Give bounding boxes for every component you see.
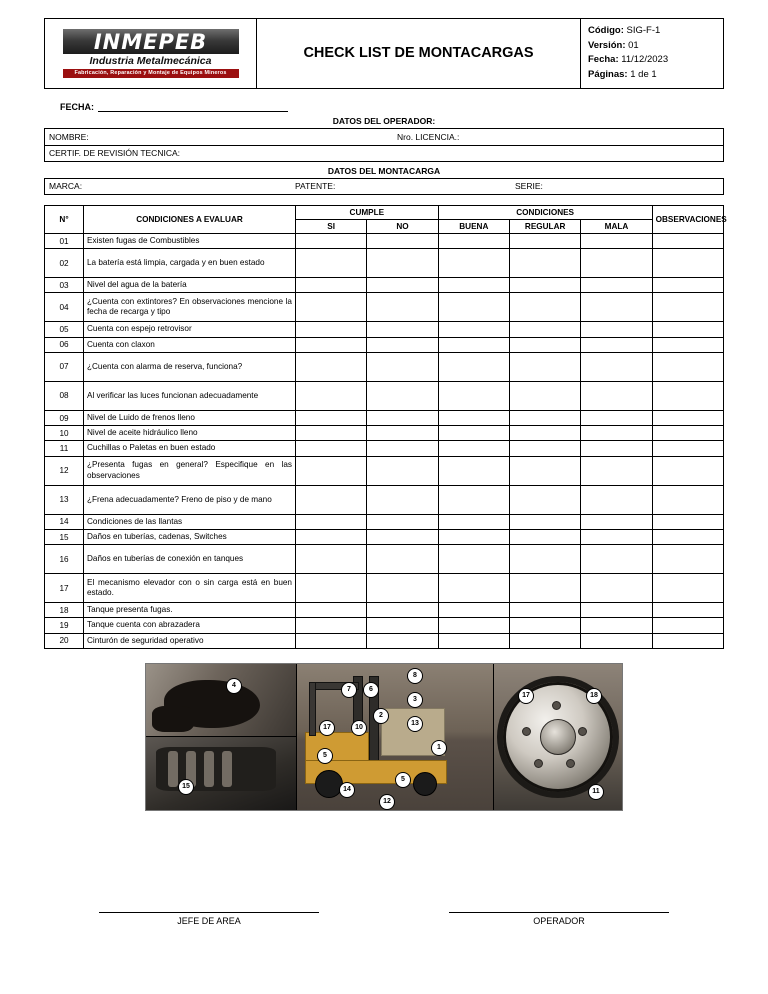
wheel-bolt bbox=[578, 727, 587, 736]
cell-no[interactable] bbox=[367, 410, 438, 425]
table-row bbox=[45, 618, 724, 633]
checklist-body bbox=[45, 233, 724, 648]
cell-no[interactable] bbox=[367, 618, 438, 633]
photo-callout: 12 bbox=[379, 794, 395, 810]
cell-buena[interactable] bbox=[438, 485, 509, 514]
row-condition: Daños en tuberías, cadenas, Switches bbox=[84, 529, 296, 544]
table-row bbox=[45, 633, 724, 648]
wheel-bolt bbox=[522, 727, 531, 736]
cell-si[interactable] bbox=[296, 633, 367, 648]
header-condiciones-group: CONDICIONES bbox=[438, 205, 652, 219]
cell-mala[interactable] bbox=[581, 618, 652, 633]
photo-callout: 17 bbox=[518, 688, 534, 704]
row-number: 20 bbox=[45, 633, 84, 648]
row-number: 18 bbox=[45, 603, 84, 618]
cell-si[interactable] bbox=[296, 410, 367, 425]
cell-obs[interactable] bbox=[652, 441, 723, 456]
meta-version-value: 01 bbox=[628, 39, 639, 51]
wheel-hub bbox=[540, 719, 576, 755]
row-number: 08 bbox=[45, 381, 84, 410]
fecha-input-rule[interactable] bbox=[98, 102, 288, 112]
cell-obs[interactable] bbox=[652, 278, 723, 293]
header-num: N° bbox=[45, 205, 84, 233]
cell-obs[interactable] bbox=[652, 485, 723, 514]
cell-mala[interactable] bbox=[581, 337, 652, 352]
cell-mala[interactable] bbox=[581, 322, 652, 337]
cell-no[interactable] bbox=[367, 574, 438, 603]
nombre-row[interactable] bbox=[44, 128, 724, 145]
cell-regular[interactable] bbox=[509, 456, 580, 485]
certif-row[interactable] bbox=[44, 145, 724, 162]
cell-regular[interactable] bbox=[509, 352, 580, 381]
wheel-bolt bbox=[534, 759, 543, 768]
table-row bbox=[45, 293, 724, 322]
cell-obs[interactable] bbox=[652, 337, 723, 352]
cell-no[interactable] bbox=[367, 322, 438, 337]
cell-si[interactable] bbox=[296, 426, 367, 441]
row-condition: Cuchillas o Paletas en buen estado bbox=[84, 441, 296, 456]
row-number: 09 bbox=[45, 410, 84, 425]
cell-regular[interactable] bbox=[509, 381, 580, 410]
cell-no[interactable] bbox=[367, 352, 438, 381]
cell-obs[interactable] bbox=[652, 233, 723, 248]
cell-no[interactable] bbox=[367, 485, 438, 514]
logo-tagline: Fabricación, Reparación y Montaje de Equipos Mineros bbox=[63, 69, 239, 78]
cell-mala[interactable] bbox=[581, 441, 652, 456]
header-regular: REGULAR bbox=[509, 219, 580, 233]
photo-panel-engine bbox=[146, 664, 296, 810]
table-row bbox=[45, 574, 724, 603]
signature-line bbox=[449, 912, 669, 913]
cell-obs[interactable] bbox=[652, 322, 723, 337]
cell-buena[interactable] bbox=[438, 233, 509, 248]
cell-si[interactable] bbox=[296, 618, 367, 633]
cell-regular[interactable] bbox=[509, 337, 580, 352]
logo-wordmark: INMEPEB bbox=[93, 30, 208, 55]
cell-mala[interactable] bbox=[581, 633, 652, 648]
table-row bbox=[45, 426, 724, 441]
table-row bbox=[45, 233, 724, 248]
cell-buena[interactable] bbox=[438, 410, 509, 425]
cell-mala[interactable] bbox=[581, 485, 652, 514]
meta-paginas bbox=[588, 68, 723, 83]
cell-buena[interactable] bbox=[438, 574, 509, 603]
row-number: 17 bbox=[45, 574, 84, 603]
row-number: 07 bbox=[45, 352, 84, 381]
checklist-table bbox=[44, 205, 727, 649]
wheel-bolt bbox=[552, 701, 561, 710]
cell-mala[interactable] bbox=[581, 574, 652, 603]
page-title: CHECK LIST DE MONTACARGAS bbox=[257, 19, 581, 88]
cell-mala[interactable] bbox=[581, 352, 652, 381]
cell-si[interactable] bbox=[296, 278, 367, 293]
reference-photos bbox=[145, 663, 623, 811]
cell-si[interactable] bbox=[296, 485, 367, 514]
row-number: 19 bbox=[45, 618, 84, 633]
cell-obs[interactable] bbox=[652, 249, 723, 278]
signature-jefe-label: JEFE DE AREA bbox=[177, 916, 241, 926]
header-mala: MALA bbox=[581, 219, 652, 233]
photo-callout: 11 bbox=[588, 784, 604, 800]
row-condition: Cuenta con claxon bbox=[84, 337, 296, 352]
cell-regular[interactable] bbox=[509, 603, 580, 618]
row-number: 16 bbox=[45, 545, 84, 574]
serie-label: SERIE: bbox=[515, 181, 543, 192]
cell-buena[interactable] bbox=[438, 293, 509, 322]
photo-callout: 6 bbox=[363, 682, 379, 698]
cell-regular[interactable] bbox=[509, 545, 580, 574]
row-condition: Tanque presenta fugas. bbox=[84, 603, 296, 618]
cell-regular[interactable] bbox=[509, 410, 580, 425]
cell-buena[interactable] bbox=[438, 322, 509, 337]
row-condition: ¿Frena adecuadamente? Freno de piso y de mano bbox=[84, 485, 296, 514]
row-number: 14 bbox=[45, 514, 84, 529]
cell-buena[interactable] bbox=[438, 381, 509, 410]
photo-callout: 2 bbox=[373, 708, 389, 724]
cell-no[interactable] bbox=[367, 426, 438, 441]
meta-fecha bbox=[588, 53, 723, 68]
cell-no[interactable] bbox=[367, 545, 438, 574]
table-row bbox=[45, 410, 724, 425]
cell-obs[interactable] bbox=[652, 633, 723, 648]
cell-regular[interactable] bbox=[509, 441, 580, 456]
cell-regular[interactable] bbox=[509, 322, 580, 337]
table-row bbox=[45, 337, 724, 352]
forklift-wheel bbox=[413, 772, 437, 796]
cell-no[interactable] bbox=[367, 529, 438, 544]
table-row bbox=[45, 529, 724, 544]
row-number: 02 bbox=[45, 249, 84, 278]
cell-buena[interactable] bbox=[438, 352, 509, 381]
cell-buena[interactable] bbox=[438, 337, 509, 352]
cell-si[interactable] bbox=[296, 249, 367, 278]
row-condition: Daños en tuberías de conexión en tanques bbox=[84, 545, 296, 574]
row-condition: Nivel de Luido de frenos lleno bbox=[84, 410, 296, 425]
cell-no[interactable] bbox=[367, 514, 438, 529]
meta-fecha-label: Fecha: bbox=[588, 54, 619, 66]
photo-shape bbox=[152, 706, 194, 732]
photo-panel-wheel bbox=[494, 664, 622, 810]
table-row bbox=[45, 441, 724, 456]
photo-callout: 10 bbox=[351, 720, 367, 736]
photo-engine-bottom bbox=[146, 736, 296, 810]
cell-obs[interactable] bbox=[652, 381, 723, 410]
patente-label: PATENTE: bbox=[295, 181, 336, 192]
table-row bbox=[45, 603, 724, 618]
montacarga-section-title: DATOS DEL MONTACARGA bbox=[327, 165, 441, 176]
header-condiciones: CONDICIONES A EVALUAR bbox=[84, 205, 296, 233]
cell-obs[interactable] bbox=[652, 514, 723, 529]
photo-shape bbox=[204, 751, 214, 787]
table-row bbox=[45, 249, 724, 278]
header-si: SI bbox=[296, 219, 367, 233]
cell-mala[interactable] bbox=[581, 456, 652, 485]
meta-codigo-value: SIG-F-1 bbox=[626, 25, 661, 36]
logo-band bbox=[63, 29, 239, 54]
row-number: 05 bbox=[45, 322, 84, 337]
cell-si[interactable] bbox=[296, 337, 367, 352]
table-row bbox=[45, 322, 724, 337]
cell-buena[interactable] bbox=[438, 249, 509, 278]
photo-callout: 5 bbox=[395, 772, 411, 788]
photo-callout: 5 bbox=[317, 748, 333, 764]
cell-si[interactable] bbox=[296, 529, 367, 544]
cell-buena[interactable] bbox=[438, 529, 509, 544]
cell-regular[interactable] bbox=[509, 618, 580, 633]
photo-callout: 14 bbox=[339, 782, 355, 798]
cell-no[interactable] bbox=[367, 381, 438, 410]
meta-codigo bbox=[588, 24, 723, 39]
row-condition: Nivel del agua de la batería bbox=[84, 278, 296, 293]
row-number: 06 bbox=[45, 337, 84, 352]
cell-obs[interactable] bbox=[652, 456, 723, 485]
cell-regular[interactable] bbox=[509, 574, 580, 603]
row-condition: Al verificar las luces funcionan adecuadamente bbox=[84, 381, 296, 410]
header-metadata bbox=[581, 19, 723, 88]
header-observaciones: OBSERVACIONES bbox=[652, 205, 723, 233]
signature-operador-label: OPERADOR bbox=[533, 916, 585, 926]
cell-mala[interactable] bbox=[581, 233, 652, 248]
forklift-guard-post bbox=[309, 682, 316, 736]
cell-buena[interactable] bbox=[438, 278, 509, 293]
photo-callout: 4 bbox=[226, 678, 242, 694]
photo-callout: 18 bbox=[586, 688, 602, 704]
cell-buena[interactable] bbox=[438, 633, 509, 648]
document-header bbox=[44, 18, 724, 89]
row-number: 01 bbox=[45, 233, 84, 248]
row-condition: Existen fugas de Combustibles bbox=[84, 233, 296, 248]
table-row bbox=[45, 456, 724, 485]
row-condition: Condiciones de las llantas bbox=[84, 514, 296, 529]
photo-panel-forklift bbox=[296, 664, 494, 810]
cell-obs[interactable] bbox=[652, 529, 723, 544]
photo-callout: 17 bbox=[319, 720, 335, 736]
row-condition: Nivel de aceite hidráulico lleno bbox=[84, 426, 296, 441]
certif-label: CERTIF. DE REVISIÓN TECNICA: bbox=[49, 148, 180, 159]
cell-si[interactable] bbox=[296, 603, 367, 618]
row-condition: ¿Cuenta con alarma de reserva, funciona? bbox=[84, 352, 296, 381]
fecha-label: FECHA: bbox=[60, 101, 94, 112]
cell-buena[interactable] bbox=[438, 426, 509, 441]
cell-regular[interactable] bbox=[509, 233, 580, 248]
cell-si[interactable] bbox=[296, 545, 367, 574]
cell-regular[interactable] bbox=[509, 633, 580, 648]
cell-mala[interactable] bbox=[581, 381, 652, 410]
meta-version bbox=[588, 39, 723, 54]
meta-codigo-label: Código: bbox=[588, 25, 624, 36]
row-condition: Cinturón de seguridad operativo bbox=[84, 633, 296, 648]
row-condition: El mecanismo elevador con o sin carga está en buen estado. bbox=[84, 574, 296, 603]
signature-operador[interactable] bbox=[449, 912, 669, 926]
row-condition: ¿Cuenta con extintores? En observaciones mencione la fecha de recarga y tipo bbox=[84, 293, 296, 322]
cell-mala[interactable] bbox=[581, 278, 652, 293]
nombre-label: NOMBRE: bbox=[49, 131, 89, 142]
cell-obs[interactable] bbox=[652, 545, 723, 574]
table-header-row-1 bbox=[45, 205, 724, 219]
fecha-field[interactable] bbox=[60, 102, 740, 112]
meta-version-label: Versión: bbox=[588, 39, 626, 51]
cell-buena[interactable] bbox=[438, 603, 509, 618]
row-condition: ¿Presenta fugas en general? Especifique en las observaciones bbox=[84, 456, 296, 485]
cell-si[interactable] bbox=[296, 381, 367, 410]
cell-no[interactable] bbox=[367, 603, 438, 618]
cell-regular[interactable] bbox=[509, 529, 580, 544]
row-number: 13 bbox=[45, 485, 84, 514]
cell-obs[interactable] bbox=[652, 293, 723, 322]
cell-si[interactable] bbox=[296, 441, 367, 456]
table-row bbox=[45, 514, 724, 529]
row-number: 10 bbox=[45, 426, 84, 441]
photo-shape bbox=[222, 751, 232, 787]
cell-buena[interactable] bbox=[438, 545, 509, 574]
cell-no[interactable] bbox=[367, 337, 438, 352]
table-row bbox=[45, 278, 724, 293]
row-number: 03 bbox=[45, 278, 84, 293]
table-row bbox=[45, 485, 724, 514]
table-row bbox=[45, 381, 724, 410]
cell-no[interactable] bbox=[367, 633, 438, 648]
cell-mala[interactable] bbox=[581, 603, 652, 618]
meta-paginas-label: Páginas: bbox=[588, 69, 628, 81]
row-condition: Cuenta con espejo retrovisor bbox=[84, 322, 296, 337]
cell-regular[interactable] bbox=[509, 293, 580, 322]
cell-si[interactable] bbox=[296, 233, 367, 248]
licencia-label: Nro. LICENCIA.: bbox=[397, 131, 460, 142]
row-condition: Tanque cuenta con abrazadera bbox=[84, 618, 296, 633]
photo-callout: 8 bbox=[407, 668, 423, 684]
cell-obs[interactable] bbox=[652, 603, 723, 618]
cell-si[interactable] bbox=[296, 514, 367, 529]
forklift-wheel bbox=[315, 770, 343, 798]
cell-buena[interactable] bbox=[438, 514, 509, 529]
cell-no[interactable] bbox=[367, 441, 438, 456]
photo-callout: 3 bbox=[407, 692, 423, 708]
cell-no[interactable] bbox=[367, 293, 438, 322]
photo-callout: 1 bbox=[431, 740, 447, 756]
montacarga-row[interactable] bbox=[44, 178, 724, 195]
row-number: 04 bbox=[45, 293, 84, 322]
cell-obs[interactable] bbox=[652, 426, 723, 441]
photo-callout: 15 bbox=[178, 779, 194, 795]
cell-si[interactable] bbox=[296, 574, 367, 603]
cell-no[interactable] bbox=[367, 233, 438, 248]
cell-no[interactable] bbox=[367, 456, 438, 485]
cell-mala[interactable] bbox=[581, 529, 652, 544]
cell-regular[interactable] bbox=[509, 485, 580, 514]
cell-obs[interactable] bbox=[652, 574, 723, 603]
photo-callout: 7 bbox=[341, 682, 357, 698]
cell-mala[interactable] bbox=[581, 514, 652, 529]
table-row bbox=[45, 352, 724, 381]
header-buena: BUENA bbox=[438, 219, 509, 233]
row-number: 11 bbox=[45, 441, 84, 456]
cell-regular[interactable] bbox=[509, 278, 580, 293]
operador-section-title: DATOS DEL OPERADOR: bbox=[332, 115, 436, 126]
cell-obs[interactable] bbox=[652, 410, 723, 425]
meta-fecha-value: 11/12/2023 bbox=[621, 54, 669, 66]
signature-jefe[interactable] bbox=[99, 912, 319, 926]
cell-mala[interactable] bbox=[581, 426, 652, 441]
cell-buena[interactable] bbox=[438, 456, 509, 485]
photo-callout: 13 bbox=[407, 716, 423, 732]
cell-buena[interactable] bbox=[438, 618, 509, 633]
cell-si[interactable] bbox=[296, 293, 367, 322]
cell-no[interactable] bbox=[367, 249, 438, 278]
signature-area bbox=[0, 912, 768, 926]
wheel-bolt bbox=[566, 759, 575, 768]
cell-mala[interactable] bbox=[581, 249, 652, 278]
header-cumple: CUMPLE bbox=[296, 205, 439, 219]
cell-obs[interactable] bbox=[652, 352, 723, 381]
cell-regular[interactable] bbox=[509, 514, 580, 529]
meta-paginas-value: 1 de 1 bbox=[630, 69, 657, 81]
photo-engine-top bbox=[146, 664, 296, 737]
cell-mala[interactable] bbox=[581, 545, 652, 574]
cell-buena[interactable] bbox=[438, 441, 509, 456]
company-logo bbox=[45, 19, 257, 88]
cell-regular[interactable] bbox=[509, 426, 580, 441]
row-condition: La batería está limpia, cargada y en buen estado bbox=[84, 249, 296, 278]
header-no: NO bbox=[367, 219, 438, 233]
row-number: 12 bbox=[45, 456, 84, 485]
signature-line bbox=[99, 912, 319, 913]
row-number: 15 bbox=[45, 529, 84, 544]
cell-regular[interactable] bbox=[509, 249, 580, 278]
marca-label: MARCA: bbox=[49, 181, 83, 192]
table-row bbox=[45, 545, 724, 574]
cell-mala[interactable] bbox=[581, 293, 652, 322]
cell-obs[interactable] bbox=[652, 618, 723, 633]
cell-mala[interactable] bbox=[581, 410, 652, 425]
cell-si[interactable] bbox=[296, 322, 367, 337]
cell-no[interactable] bbox=[367, 278, 438, 293]
logo-subtitle: Industria Metalmecánica bbox=[89, 55, 212, 68]
cell-si[interactable] bbox=[296, 352, 367, 381]
photo-shape bbox=[168, 751, 178, 787]
cell-si[interactable] bbox=[296, 456, 367, 485]
